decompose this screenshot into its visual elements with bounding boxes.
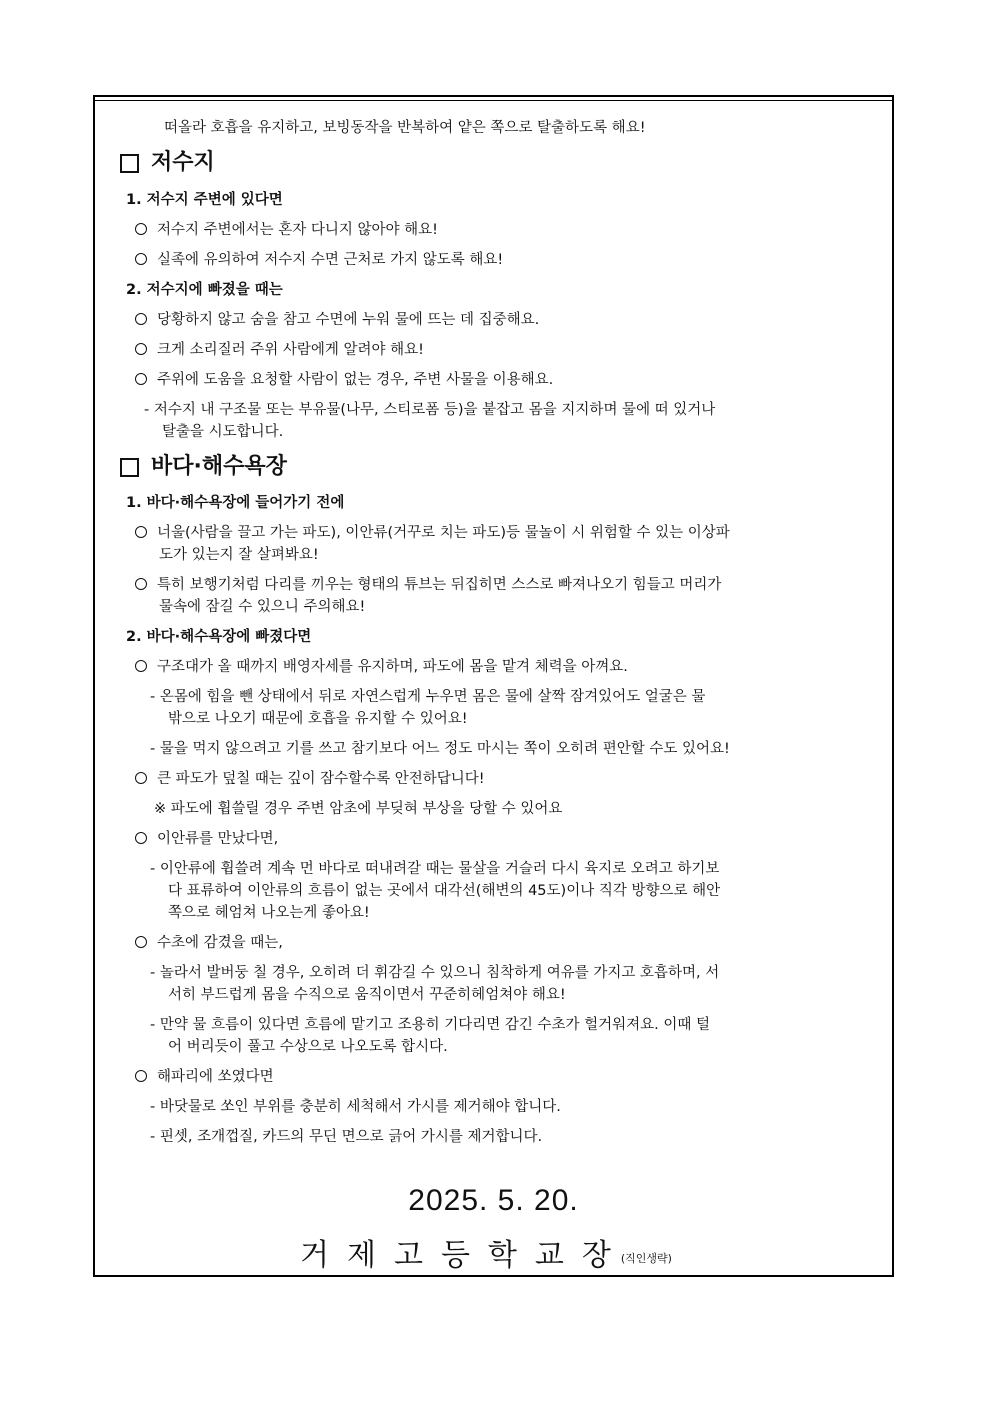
list-item-text: 구조대가 올 때까지 배영자세를 유지하며, 파도에 몸을 맡겨 체력을 아껴요. bbox=[157, 659, 628, 675]
signer-name: 거제고등학교장 bbox=[300, 1238, 629, 1273]
dash-item: - 핀셋, 조개껍질, 카드의 무딘 면으로 긁어 가시를 제거합니다. bbox=[150, 1129, 543, 1145]
circle-bullet-icon bbox=[135, 936, 147, 948]
issue-date: 2025. 5. 20. bbox=[408, 1184, 579, 1217]
dash-item-continued: 서히 부드럽게 몸을 수직으로 움직이면서 꾸준히헤엄쳐야 해요! bbox=[168, 987, 566, 1003]
frame-top-rule bbox=[95, 100, 892, 101]
dash-item: - 온몸에 힘을 뺀 상태에서 뒤로 자연스럽게 누우면 몸은 물에 살짝 잠겨있어도 얼굴은 물 bbox=[150, 689, 706, 705]
list-item bbox=[135, 310, 875, 330]
circle-bullet-icon bbox=[135, 1070, 147, 1082]
list-item bbox=[135, 933, 875, 953]
list-item-text: 수초에 감겼을 때는, bbox=[157, 935, 283, 951]
circle-bullet-icon bbox=[135, 373, 147, 385]
list-item bbox=[135, 340, 875, 360]
list-item bbox=[135, 523, 875, 543]
list-item-text: 실족에 유의하여 저수지 수면 근처로 가지 않도록 해요! bbox=[157, 252, 504, 268]
list-item-text: 큰 파도가 덮칠 때는 깊이 잠수할수록 안전하답니다! bbox=[157, 771, 485, 787]
document-frame bbox=[93, 95, 894, 1277]
dash-item: - 물을 먹지 않으려고 기를 쓰고 참기보다 어느 정도 마시는 쪽이 오히려 편안할 수도 있어요! bbox=[150, 741, 730, 757]
circle-bullet-icon bbox=[135, 343, 147, 355]
subheading: 2. 저수지에 빠졌을 때는 bbox=[126, 282, 283, 298]
checkbox-square-icon bbox=[120, 458, 139, 477]
list-item bbox=[135, 1067, 875, 1087]
section-title: 바다·해수욕장 bbox=[151, 454, 287, 479]
section-heading-sea bbox=[120, 453, 287, 481]
circle-bullet-icon bbox=[135, 313, 147, 325]
list-item-text: 당황하지 않고 숨을 참고 수면에 누워 물에 뜨는 데 집중해요. bbox=[157, 312, 540, 328]
dash-item: - 이안류에 휩쓸려 계속 먼 바다로 떠내려갈 때는 물살을 거슬러 다시 육지로 오려고 하기보 bbox=[150, 861, 720, 877]
list-item bbox=[135, 657, 875, 677]
dash-item-continued: 쪽으로 헤엄쳐 나오는게 좋아요! bbox=[168, 905, 370, 921]
dash-item-continued: 다 표류하여 이안류의 흐름이 없는 곳에서 대각선(해변의 45도)이나 직각 방향으로 해안 bbox=[168, 883, 721, 899]
dash-item-continued: 밖으로 나오기 때문에 호흡을 유지할 수 있어요! bbox=[168, 711, 468, 727]
dash-item: - 바닷물로 쏘인 부위를 충분히 세척해서 가시를 제거해야 합니다. bbox=[150, 1099, 561, 1115]
checkbox-square-icon bbox=[120, 154, 139, 173]
list-item bbox=[135, 829, 875, 849]
list-item-text: 특히 보행기처럼 다리를 끼우는 형태의 튜브는 뒤집히면 스스로 빠져나오기 힘들고 머리가 bbox=[157, 577, 722, 593]
circle-bullet-icon bbox=[135, 832, 147, 844]
list-item bbox=[135, 769, 875, 789]
list-item-text: 해파리에 쏘였다면 bbox=[157, 1069, 274, 1085]
list-item-continued: 도가 있는지 잘 살펴봐요! bbox=[159, 547, 319, 563]
list-item bbox=[135, 250, 875, 270]
list-item bbox=[135, 370, 875, 390]
list-item-text: 주위에 도움을 요청할 사람이 없는 경우, 주변 사물을 이용해요. bbox=[157, 372, 554, 388]
section-title: 저수지 bbox=[151, 150, 215, 175]
note-item: ※ 파도에 휩쓸릴 경우 주변 암초에 부딪혀 부상을 당할 수 있어요 bbox=[154, 801, 563, 817]
list-item bbox=[135, 220, 875, 240]
intro-line: 떠올라 호흡을 유지하고, 보빙동작을 반복하여 얕은 쪽으로 탈출하도록 해요! bbox=[164, 120, 646, 136]
list-item-text: 너울(사람을 끌고 가는 파도), 이안류(거꾸로 치는 파도)등 물놀이 시 위험할 수 있는 이상파 bbox=[157, 525, 730, 541]
dash-item-continued: 탈출을 시도합니다. bbox=[162, 424, 284, 440]
dash-item-continued: 어 버리듯이 풀고 수상으로 나오도록 합시다. bbox=[168, 1039, 448, 1055]
dash-item: - 만약 물 흐름이 있다면 흐름에 맡기고 조용히 기다리면 감긴 수초가 헐거워져요. 이때 털 bbox=[150, 1017, 711, 1033]
circle-bullet-icon bbox=[135, 223, 147, 235]
signer-block bbox=[300, 1230, 672, 1274]
list-item-continued: 물속에 잠길 수 있으니 주의해요! bbox=[159, 599, 366, 615]
subheading: 1. 바다·해수욕장에 들어가기 전에 bbox=[126, 495, 345, 511]
subheading: 1. 저수지 주변에 있다면 bbox=[126, 192, 283, 208]
circle-bullet-icon bbox=[135, 253, 147, 265]
list-item-text: 이안류를 만났다면, bbox=[157, 831, 279, 847]
seal-note: (직인생략) bbox=[620, 1252, 672, 1265]
circle-bullet-icon bbox=[135, 578, 147, 590]
section-heading-reservoir bbox=[120, 149, 215, 177]
dash-item: - 놀라서 발버둥 칠 경우, 오히려 더 휘감길 수 있으니 침착하게 여유를 가지고 호흡하며, 서 bbox=[150, 965, 720, 981]
dash-item: - 저수지 내 구조물 또는 부유물(나무, 스티로폼 등)을 붙잡고 몸을 지지하며 물에 떠 있거나 bbox=[144, 402, 716, 418]
circle-bullet-icon bbox=[135, 660, 147, 672]
subheading: 2. 바다·해수욕장에 빠졌다면 bbox=[126, 629, 312, 645]
list-item-text: 크게 소리질러 주위 사람에게 알려야 해요! bbox=[157, 342, 424, 358]
circle-bullet-icon bbox=[135, 772, 147, 784]
circle-bullet-icon bbox=[135, 526, 147, 538]
list-item bbox=[135, 575, 875, 595]
list-item-text: 저수지 주변에서는 혼자 다니지 않아야 해요! bbox=[157, 222, 438, 238]
